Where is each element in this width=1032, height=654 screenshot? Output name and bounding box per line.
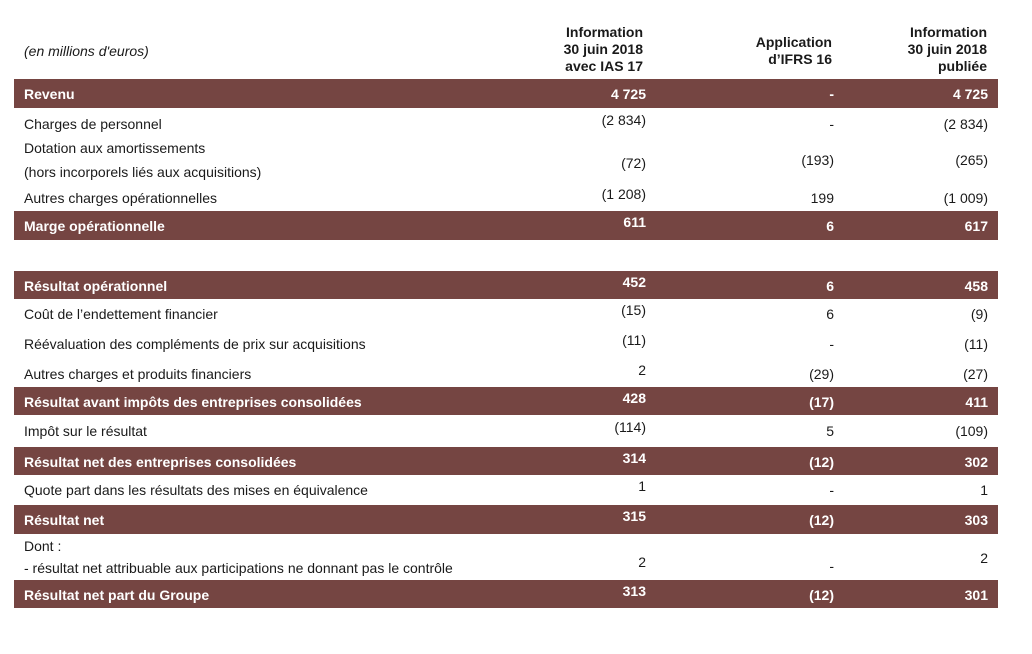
column-header-published	[908, 24, 987, 75]
table-row-resultat-operationnel	[14, 271, 998, 299]
value-published: 617	[964, 218, 988, 234]
column-header-line: d’IFRS 16	[768, 51, 832, 67]
row-label: Revenu	[24, 86, 75, 102]
table-row	[14, 300, 998, 330]
row-label: Dotation aux amortissements	[24, 140, 206, 156]
table-row-resultat-net	[14, 505, 998, 534]
table-row-resultat-avant-impots	[14, 387, 998, 415]
value-ias17: 428	[622, 390, 646, 406]
value-published: 458	[964, 278, 988, 294]
column-header-line: 30 juin 2018	[563, 41, 643, 57]
value-ias17: 315	[622, 508, 646, 524]
value-ifrs16: (12)	[809, 587, 834, 603]
row-label: Résultat avant impôts des entreprises consolidées	[24, 394, 362, 410]
value-ias17: 1	[638, 478, 646, 494]
value-ifrs16: -	[829, 482, 834, 498]
value-ias17: (114)	[614, 419, 646, 435]
table-row-marge-operationnelle	[14, 211, 998, 240]
value-published: 2	[980, 550, 988, 566]
value-ifrs16: (17)	[809, 394, 834, 410]
value-ifrs16: 6	[826, 218, 834, 234]
table-row-revenu	[14, 79, 998, 108]
value-ias17: (11)	[622, 332, 646, 348]
value-ifrs16: -	[829, 116, 834, 132]
row-label: Résultat opérationnel	[24, 278, 168, 294]
table-row	[14, 184, 998, 210]
row-label: Résultat net	[24, 512, 105, 528]
value-ifrs16: -	[829, 336, 834, 352]
row-label-secondary: (hors incorporels liés aux acquisitions)	[24, 164, 262, 180]
value-ifrs16: (29)	[809, 366, 834, 382]
value-ias17: 313	[622, 583, 646, 599]
value-ifrs16: (12)	[809, 454, 834, 470]
value-published: (2 834)	[943, 116, 988, 132]
value-published: 303	[964, 512, 988, 528]
table-row-resultat-net-consolidees	[14, 447, 998, 475]
row-label: Charges de personnel	[24, 116, 162, 132]
row-label: Résultat net part du Groupe	[24, 587, 210, 603]
value-ias17: 611	[623, 214, 646, 230]
column-header-line: 30 juin 2018	[907, 41, 987, 57]
column-header-ias17	[564, 24, 643, 75]
value-published: 1	[980, 482, 988, 498]
row-label: Impôt sur le résultat	[24, 423, 147, 439]
value-published: (265)	[955, 152, 988, 168]
row-label: Autres charges et produits financiers	[24, 366, 252, 382]
column-header-line: Information	[910, 24, 987, 40]
unit-label: (en millions d'euros)	[24, 43, 149, 59]
column-header-line: Information	[566, 24, 643, 40]
row-label: Marge opérationnelle	[24, 218, 165, 234]
row-label: Dont :	[24, 538, 62, 554]
value-published: (27)	[963, 366, 988, 382]
table-row	[14, 110, 998, 136]
value-published: (9)	[970, 306, 988, 322]
value-ias17: 4 725	[610, 86, 646, 102]
value-ias17: 314	[622, 450, 646, 466]
value-published: (1 009)	[943, 190, 988, 206]
value-ias17: (1 208)	[601, 186, 646, 202]
value-ifrs16: (193)	[801, 152, 834, 168]
table-row-resultat-net-part-groupe	[14, 580, 998, 608]
value-ifrs16: 6	[826, 278, 834, 294]
table-row	[14, 416, 998, 446]
value-published: 301	[964, 587, 988, 603]
column-header-line: publiée	[937, 58, 987, 74]
value-ias17: (2 834)	[601, 112, 646, 128]
value-published: 411	[965, 394, 988, 410]
value-ias17: (72)	[621, 155, 646, 171]
value-ias17: (15)	[621, 302, 646, 318]
value-ias17: 2	[638, 554, 646, 570]
value-ifrs16: (12)	[809, 512, 834, 528]
row-label-secondary: - résultat net attribuable aux participations ne donnant pas le contrôle	[24, 560, 453, 576]
value-ifrs16: 199	[810, 190, 834, 206]
value-ias17: 2	[638, 362, 646, 378]
row-label: Quote part dans les résultats des mises en équivalence	[24, 482, 368, 498]
value-ifrs16: 6	[826, 306, 834, 322]
value-published: 302	[964, 454, 988, 470]
row-label: Coût de l’endettement financier	[24, 306, 218, 322]
column-header-line: avec IAS 17	[565, 58, 643, 74]
column-header-ifrs16	[756, 34, 832, 68]
value-ifrs16: -	[829, 558, 834, 574]
row-label: Réévaluation des compléments de prix sur acquisitions	[24, 336, 366, 352]
value-published: 4 725	[952, 86, 988, 102]
column-header-line: Application	[755, 34, 832, 50]
table-row	[14, 535, 998, 579]
value-ifrs16: 5	[826, 423, 834, 439]
value-ias17: 452	[622, 274, 646, 290]
table-row	[14, 358, 998, 386]
row-label: Résultat net des entreprises consolidées	[24, 454, 297, 470]
table-row	[14, 136, 998, 184]
value-ifrs16: -	[829, 86, 834, 102]
row-label: Autres charges opérationnelles	[24, 190, 218, 206]
table-row	[14, 330, 998, 358]
table-row	[14, 476, 998, 505]
value-published: (11)	[964, 336, 988, 352]
value-published: (109)	[955, 423, 988, 439]
